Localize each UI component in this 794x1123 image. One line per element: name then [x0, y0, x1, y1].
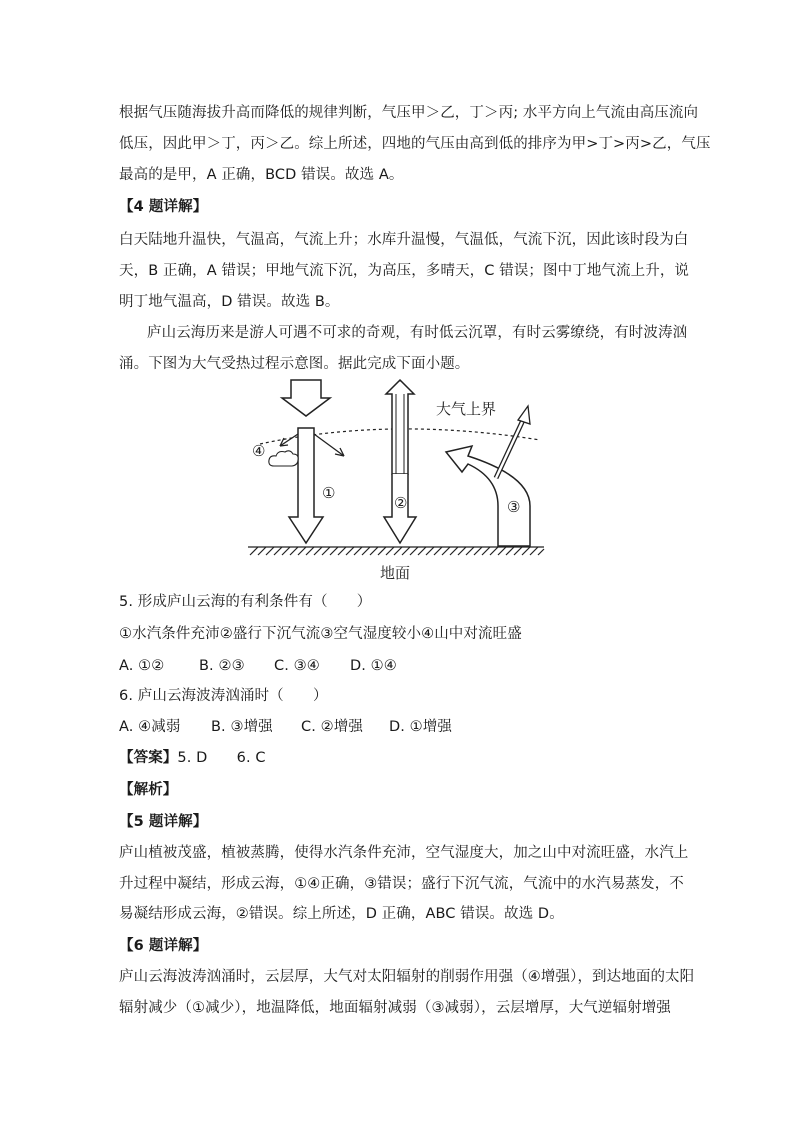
cloud-icon [269, 451, 298, 466]
text-line: 庐山植被茂盛，植被蒸腾，使得水汽条件充沛，空气湿度大，加之山中对流旺盛，水汽上 [119, 845, 689, 861]
q5-option-b: B. ②③ [199, 658, 245, 674]
q5-option-d: D. ①④ [350, 658, 397, 674]
question-5-options [119, 656, 397, 676]
text-line: 庐山云海历来是游人可遇不可求的奇观，有时低云沉罩，有时云雾缭绕，有时波涛汹 [147, 325, 688, 341]
text-line: 升过程中凝结，形成云海，①④正确，③错误；盛行下沉气流，气流中的水汽易蒸发，不 [119, 876, 684, 892]
q6-detail-heading: 【6 题详解】 [119, 938, 208, 954]
text-line: 白天陆地升温快，气温高，气流上升；水库升温慢，气温低，气流下沉，因此该时段为白 [119, 232, 689, 248]
q5-option-a: A. ①② [119, 658, 165, 674]
marker-2: ② [394, 494, 408, 512]
analysis-heading: 【解析】 [119, 782, 178, 798]
atmosphere-heating-diagram [240, 374, 560, 594]
ground-label: 地面 [380, 564, 411, 582]
atmosphere-label: 大气上界 [436, 400, 497, 418]
question-6-options [119, 717, 452, 737]
text-line: 明丁地气温高，D 错误。故选 B。 [119, 294, 340, 310]
q6-option-b: B. ③增强 [211, 719, 273, 735]
text-line: 天，B 正确，A 错误；甲地气流下沉，为高压，多晴天，C 错误；图中丁地气流上升，说 [119, 263, 690, 279]
text-line: 易凝结形成云海，②错误。综上所述，D 正确，ABC 错误。故选 D。 [119, 906, 564, 922]
question-6-stem: 6. 庐山云海波涛汹涌时（ ） [119, 688, 328, 704]
marker-4: ④ [252, 442, 266, 460]
text-line: 辐射减少（①减少），地温降低，地面辐射减弱（③减弱），云层增厚，大气逆辐射增强 [119, 1000, 671, 1016]
arrow-1-solar-to-ground [289, 428, 323, 543]
text-line: 庐山云海波涛汹涌时，云层厚，大气对太阳辐射的削弱作用强（④增强），到达地面的太阳 [119, 969, 695, 985]
question-5-stem: 5. 形成庐山云海的有利条件有（ ） [119, 594, 372, 610]
q6-option-a: A. ④减弱 [119, 719, 181, 735]
marker-3: ③ [507, 498, 521, 516]
answer-text: 5. D 6. C [177, 750, 266, 766]
q5-detail-heading: 【5 题详解】 [119, 814, 208, 830]
reflection-arrow-right [314, 434, 344, 456]
arrow-3-counter-radiation [446, 446, 530, 546]
text-line: 低压，因此甲＞丁，丙＞乙。综上所述，四地的气压由高到低的排序为甲>丁>丙>乙，气压 [119, 136, 711, 152]
text-line: 根据气压随海拔升高而降低的规律判断，气压甲＞乙，丁＞丙; 水平方向上气流由高压流向 [119, 105, 699, 121]
answer-label: 【答案】 [119, 750, 178, 766]
marker-1: ① [322, 484, 336, 502]
arrow-2-up [386, 380, 414, 474]
q6-option-c: C. ②增强 [301, 719, 363, 735]
text-line: 最高的是甲，A 正确，BCD 错误。故选 A。 [119, 167, 404, 183]
answer-line [119, 748, 266, 768]
question-5-conditions: ①水汽条件充沛②盛行下沉气流③空气湿度较小④山中对流旺盛 [119, 626, 522, 642]
section-heading: 【4 题详解】 [119, 199, 208, 215]
text-line: 涌。下图为大气受热过程示意图。据此完成下面小题。 [119, 356, 470, 372]
incoming-radiation-arrow [282, 380, 330, 416]
q6-option-d: D. ①增强 [389, 719, 452, 735]
ground [248, 547, 544, 555]
q5-option-c: C. ③④ [274, 658, 320, 674]
